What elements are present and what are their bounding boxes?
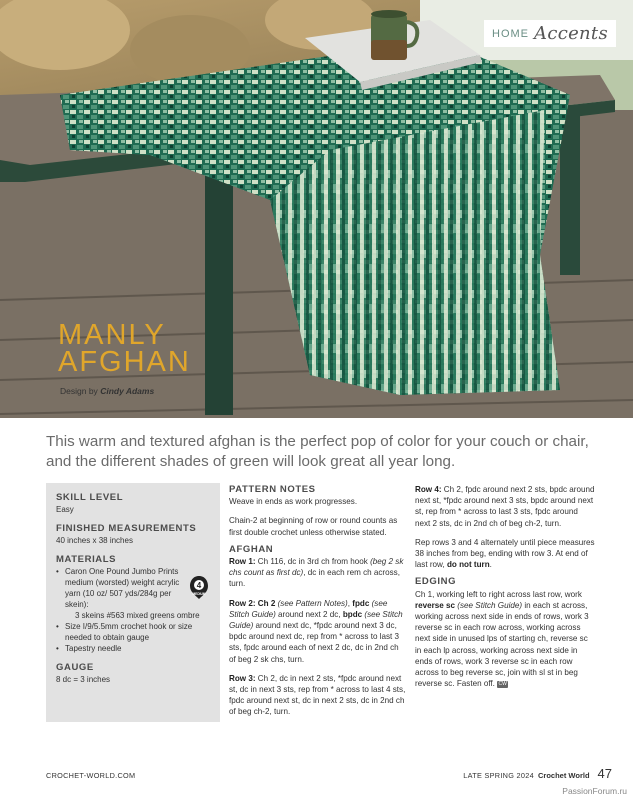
yarn-weight-label: MEDIUM [192,592,206,596]
byline [60,386,154,396]
row-1-instruction: Row 1: Ch 116, dc in 3rd ch from hook (beg 2 sk chs count as first dc), dc in each rem ch across, turn. [229,557,404,589]
material-item: • Caron One Pound Jumbo Prints medium (worsted) weight acrylic yarn (10 oz/ 507 yds/284g per skein): [56,566,210,610]
footer-folio [463,766,612,781]
gauge-heading: GAUGE [56,662,94,673]
pattern-note: Chain-2 at beginning of row or round counts as first double crochet unless otherwise stated. [229,516,398,537]
skill-value: Easy [56,505,74,514]
afghan-heading: AFGHAN [229,543,274,555]
title-line-2: AFGHAN [58,346,191,378]
row-4-instruction: Row 4: Ch 2, fpdc around next 2 sts, bpdc around next st, *fpdc around next 3 sts, bpdc around next st, rep from * across to last 3 sts, fpdc around next 2 sts, dc in 2nd ch of beg ch-2, turn. [415,485,595,528]
gauge-value: 8 dc = 3 inches [56,675,111,684]
row-3-instruction: Row 3: Ch 2, dc in next 2 sts, *fpdc around next st, dc in next 3 sts, rep from * across to last 4 sts, fpdc around next st, dc in next 2 sts, dc in 2nd ch of beg ch-2, turn. [229,673,406,717]
materials-list [56,566,210,654]
pattern-note: Weave in ends as work progresses. [229,497,358,507]
repeat-instruction: Rep rows 3 and 4 alternately until piece measures 38 inches from beg, ending with row 3. At end of last row, do not turn. [415,537,595,570]
edging-instruction: Ch 1, working left to right across last row, work reverse sc (see Stitch Guide) in each st across, working across next side in ends of rows, work 3 reverse sc in each row across, working across next side in unused lps of starting ch, reverse sc in each lp across, working across next side in ends of rows, work 3 reverse sc in each row across to beg reverse sc, join with sl st in beg reverse sc. Fasten off. CW [415,589,589,689]
edging-heading: EDGING [415,576,457,588]
intro-paragraph: This warm and textured afghan is the perfect pop of color for your couch or chair, and the different shades of green will look great all year long. [46,433,589,470]
finished-heading: FINISHED MEASUREMENTS [56,523,197,534]
article-title [58,319,191,378]
footer-magazine: Crochet World [538,771,590,780]
material-item: • Size I/9/5.5mm crochet hook or size needed to obtain gauge [56,621,210,643]
yarn-weight-icon [188,575,210,603]
material-subitem: 3 skeins #563 mixed greens ombre [75,611,200,620]
footer-issue: LATE SPRING 2024 [463,771,534,780]
row-2-instruction: Row 2: Ch 2 (see Pattern Notes), fpdc (see Stitch Guide) around next 2 dc, bpdc (see Stitch Guide) around next dc, *fpdc around next 3 dc, bpdc around next dc, rep from * across to last 3 sts, fpdc around each of next 2 dc, dc in 2nd ch of beg 2 sk chs, turn. [229,598,403,664]
info-sidebar [46,483,220,722]
material-item: • Tapestry needle [56,643,210,654]
section-accents-label: Accents [534,23,608,44]
pattern-notes-heading: PATTERN NOTES [229,484,316,495]
section-tag [484,20,616,47]
title-line-1: MANLY [58,319,166,351]
yarn-weight-number: 4 [196,581,202,590]
footer-website: CROCHET-WORLD.COM [46,771,136,780]
end-of-pattern-icon: CW [498,680,507,687]
section-home-label: HOME [492,27,530,40]
designer-name: Cindy Adams [100,386,155,396]
finished-value: 40 inches x 38 inches [56,536,133,545]
page-number: 47 [597,766,612,781]
materials-heading: MATERIALS [56,554,117,565]
instructions-column-1 [229,484,407,726]
skill-heading: SKILL LEVEL [56,492,124,503]
byline-prefix: Design by [60,386,98,396]
instructions-column-2 [415,484,595,697]
watermark: PassionForum.ru [562,786,627,796]
